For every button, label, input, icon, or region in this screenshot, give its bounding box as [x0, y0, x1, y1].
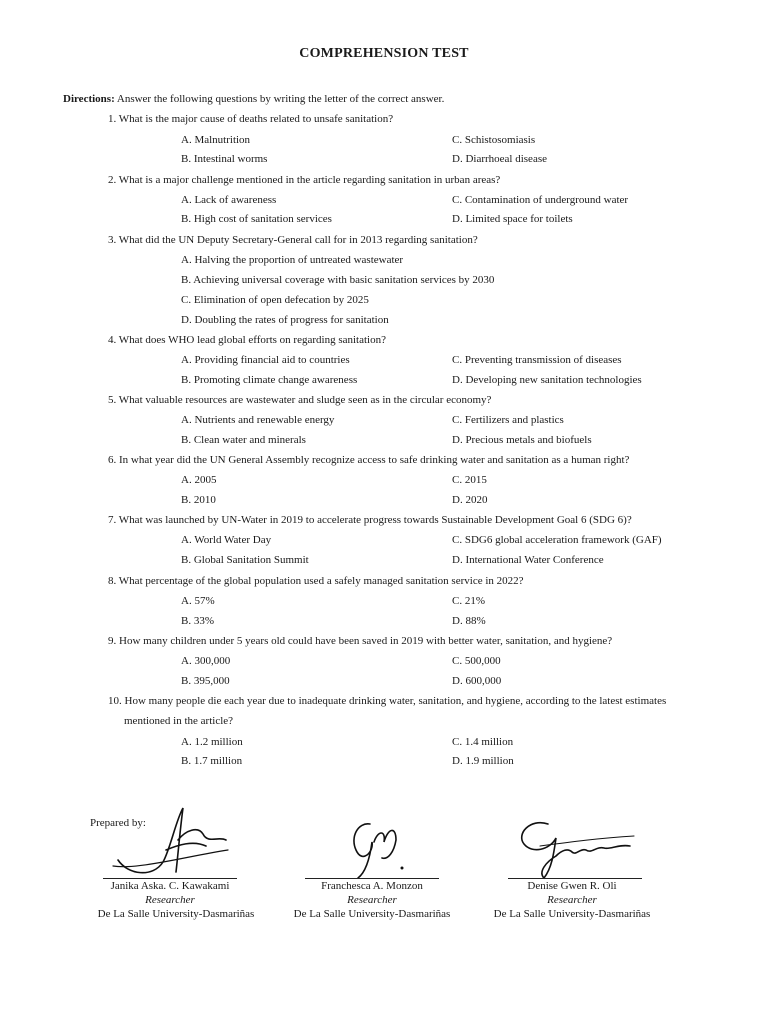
question-10-continued: mentioned in the article?: [124, 715, 234, 727]
q10-option-d: D. 1.9 million: [452, 755, 514, 767]
signature-2-image: [330, 812, 430, 882]
q9-option-b: B. 395,000: [181, 675, 230, 687]
signatory-3-org: De La Salle University-Dasmariñas: [493, 908, 651, 920]
q7-option-d: D. International Water Conference: [452, 554, 604, 566]
question-1: 1. What is the major cause of deaths related to unsafe sanitation?: [108, 113, 394, 125]
q1-option-d: D. Diarrhoeal disease: [452, 153, 547, 165]
q1-option-b: B. Intestinal worms: [181, 153, 268, 165]
q4-option-c: C. Preventing transmission of diseases: [452, 354, 622, 366]
q2-option-c: C. Contamination of underground water: [452, 194, 629, 206]
signatory-3-name: Denise Gwen R. Oli: [527, 880, 617, 892]
prepared-by-label: Prepared by:: [90, 817, 146, 829]
q2-option-d: D. Limited space for toilets: [452, 213, 573, 225]
question-9: 9. How many children under 5 years old could have been saved in 2019 with better water, sanitation, and hygiene?: [108, 635, 613, 647]
q7-option-a: A. World Water Day: [181, 534, 272, 546]
directions: [63, 93, 444, 105]
q9-option-a: A. 300,000: [181, 655, 231, 667]
signatory-1-role: Researcher: [145, 894, 195, 906]
signatory-2-org: De La Salle University-Dasmariñas: [293, 908, 451, 920]
q2-option-a: A. Lack of awareness: [181, 194, 277, 206]
question-8: 8. What percentage of the global population used a safely managed sanitation service in 2022?: [108, 575, 524, 587]
q4-option-b: B. Promoting climate change awareness: [181, 374, 358, 386]
q5-option-d: D. Precious metals and biofuels: [452, 434, 592, 446]
q10-option-c: C. 1.4 million: [452, 736, 514, 748]
q8-option-d: D. 88%: [452, 615, 486, 627]
signatory-3-role: Researcher: [547, 894, 597, 906]
q8-option-c: C. 21%: [452, 595, 485, 607]
signature-2-line: [305, 878, 439, 879]
directions-label: Directions:: [63, 93, 115, 105]
q3-option-c: C. Elimination of open defecation by 2025: [181, 294, 369, 306]
q3-option-d: D. Doubling the rates of progress for sanitation: [181, 314, 389, 326]
q3-option-b: B. Achieving universal coverage with basic sanitation services by 2030: [181, 274, 495, 286]
question-5: 5. What valuable resources are wastewater and sludge seen as in the circular economy?: [108, 394, 492, 406]
q6-option-a: A. 2005: [181, 474, 217, 486]
signature-1-image: [108, 800, 238, 880]
signatory-1-name: Janika Aska. C. Kawakami: [110, 880, 230, 892]
q4-option-a: A. Providing financial aid to countries: [181, 354, 350, 366]
q3-option-a: A. Halving the proportion of untreated wastewater: [181, 254, 404, 266]
question-4: 4. What does WHO lead global efforts on regarding sanitation?: [108, 334, 386, 346]
q1-option-a: A. Malnutrition: [181, 134, 251, 146]
question-7: 7. What was launched by UN-Water in 2019 to accelerate progress towards Sustainable Development Goal 6 (SDG 6)?: [108, 514, 632, 526]
q6-option-c: C. 2015: [452, 474, 487, 486]
q8-option-a: A. 57%: [181, 595, 215, 607]
signatory-2-role: Researcher: [347, 894, 397, 906]
q6-option-b: B. 2010: [181, 494, 216, 506]
page-title: COMPREHENSION TEST: [299, 46, 469, 61]
q6-option-d: D. 2020: [452, 494, 488, 506]
signature-1-line: [103, 878, 237, 879]
signature-3-line: [508, 878, 642, 879]
q5-option-a: A. Nutrients and renewable energy: [181, 414, 335, 426]
q8-option-b: B. 33%: [181, 615, 214, 627]
q5-option-b: B. Clean water and minerals: [181, 434, 306, 446]
q7-option-b: B. Global Sanitation Summit: [181, 554, 309, 566]
q9-option-c: C. 500,000: [452, 655, 501, 667]
q7-option-c: C. SDG6 global acceleration framework (GAF): [452, 534, 662, 546]
question-10: 10. How many people die each year due to inadequate drinking water, sanitation, and hygiene, according to the latest estimates: [108, 695, 667, 707]
q5-option-c: C. Fertilizers and plastics: [452, 414, 564, 426]
signatory-1-org: De La Salle University-Dasmariñas: [97, 908, 255, 920]
q2-option-b: B. High cost of sanitation services: [181, 213, 332, 225]
q4-option-d: D. Developing new sanitation technologies: [452, 374, 642, 386]
signature-3-image: [510, 812, 640, 882]
question-3: 3. What did the UN Deputy Secretary-General call for in 2013 regarding sanitation?: [108, 234, 478, 246]
q10-option-b: B. 1.7 million: [181, 755, 243, 767]
signatory-2-name: Franchesca A. Monzon: [321, 880, 423, 892]
q9-option-d: D. 600,000: [452, 675, 502, 687]
directions-text: Answer the following questions by writing the letter of the correct answer.: [114, 93, 445, 105]
q1-option-c: C. Schistosomiasis: [452, 134, 536, 146]
question-2: 2. What is a major challenge mentioned in the article regarding sanitation in urban areas?: [108, 174, 501, 186]
question-6: 6. In what year did the UN General Assembly recognize access to safe drinking water and sanitation as a human right?: [108, 454, 630, 466]
q10-option-a: A. 1.2 million: [181, 736, 243, 748]
